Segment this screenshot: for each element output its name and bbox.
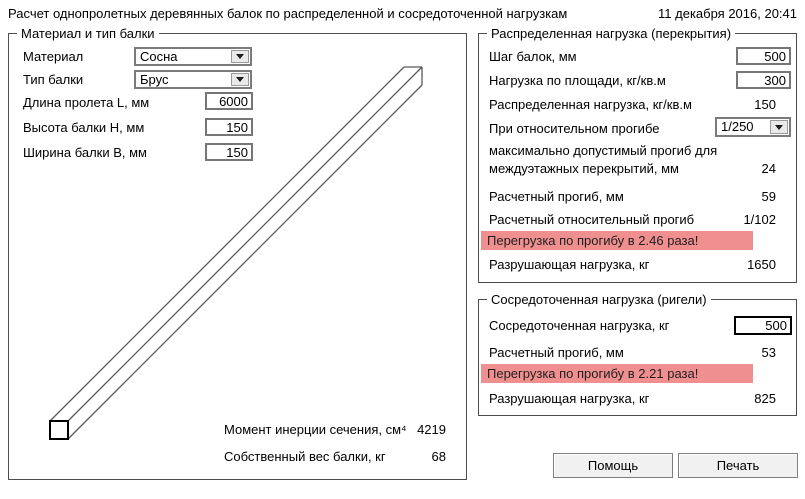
material-combobox-button[interactable] <box>231 50 249 63</box>
beam-type-combobox-button[interactable] <box>231 73 249 86</box>
calc-deflection-label: Расчетный прогиб, мм <box>489 189 624 204</box>
beam-height-input[interactable] <box>205 118 253 136</box>
inertia-label: Момент инерции сечения, см⁴ <box>224 422 407 437</box>
beam-type-label: Тип балки <box>23 72 84 87</box>
material-combobox[interactable] <box>134 47 252 66</box>
breaking-load-label: Разрушающая нагрузка, кг <box>489 391 650 406</box>
distributed-load-groupbox-title: Распределенная нагрузка (перекрытия) <box>487 26 735 41</box>
beam-height-label: Высота балки H, мм <box>23 120 145 135</box>
distributed-load-label: Распределенная нагрузка, кг/кв.м <box>489 97 692 112</box>
dropdown-arrow-icon <box>236 54 244 59</box>
beam-width-input[interactable] <box>205 143 253 161</box>
calc-deflection-label: Расчетный прогиб, мм <box>489 345 624 360</box>
material-groupbox-title: Материал и тип балки <box>17 26 159 41</box>
datetime-label: 11 декабря 2016, 20:41 <box>658 6 797 21</box>
relative-deflection-label: При относительном прогибе <box>489 121 660 136</box>
dropdown-arrow-icon <box>775 125 783 130</box>
print-button[interactable]: Печать <box>678 453 798 478</box>
material-label: Материал <box>23 49 84 64</box>
calc-relative-deflection-value: 1/102 <box>743 212 776 227</box>
beam-type-combobox[interactable] <box>134 70 252 89</box>
beam-width-label: Ширина балки B, мм <box>23 145 147 160</box>
calc-relative-deflection-label: Расчетный относительный прогиб <box>489 212 695 227</box>
concentrated-load-groupbox-title: Сосредоточенная нагрузка (ригели) <box>487 292 711 307</box>
window-title: Расчет однопролетных деревянных балок по распределенной и сосредоточенной нагрузкам <box>8 6 568 21</box>
max-deflection-value: 24 <box>761 161 776 176</box>
relative-deflection-combobox-button[interactable] <box>770 120 788 134</box>
area-load-input[interactable] <box>736 71 791 89</box>
distributed-load-groupbox <box>478 26 797 283</box>
inertia-value: 4219 <box>417 422 446 437</box>
area-load-label: Нагрузка по площади, кг/кв.м <box>489 73 666 88</box>
span-length-label: Длина пролета L, мм <box>23 95 150 110</box>
concentrated-load-label: Сосредоточенная нагрузка, кг <box>489 318 670 333</box>
material-combobox-value: Сосна <box>140 49 178 64</box>
relative-deflection-combobox-value: 1/250 <box>721 119 754 134</box>
beam-step-input[interactable] <box>736 47 791 65</box>
breaking-load-value: 1650 <box>747 257 776 272</box>
dropdown-arrow-icon <box>236 77 244 82</box>
distributed-load-value: 150 <box>754 97 776 112</box>
calc-deflection-value: 59 <box>761 189 776 204</box>
breaking-load-label: Разрушающая нагрузка, кг <box>489 257 650 272</box>
deflection-overload-warning: Перегрузка по прогибу в 2.46 раза! <box>481 231 753 250</box>
material-groupbox <box>8 26 467 480</box>
beam-weight-label: Собственный вес балки, кг <box>224 449 386 464</box>
max-deflection-label-line2: междуэтажных перекрытий, мм <box>489 161 679 176</box>
concentrated-load-groupbox <box>478 292 797 416</box>
beam-weight-value: 68 <box>431 449 446 464</box>
beam-step-label: Шаг балок, мм <box>489 49 577 64</box>
max-deflection-label-line1: максимально допустимый прогиб для <box>489 143 718 158</box>
span-length-input[interactable] <box>205 92 253 110</box>
breaking-load-value: 825 <box>754 391 776 406</box>
concentrated-load-input[interactable] <box>734 316 792 335</box>
relative-deflection-combobox[interactable] <box>715 117 791 137</box>
calc-deflection-value: 53 <box>761 345 776 360</box>
help-button[interactable]: Помощь <box>553 453 673 478</box>
deflection-overload-warning: Перегрузка по прогибу в 2.21 раза! <box>481 364 753 383</box>
beam-type-combobox-value: Брус <box>140 72 169 87</box>
